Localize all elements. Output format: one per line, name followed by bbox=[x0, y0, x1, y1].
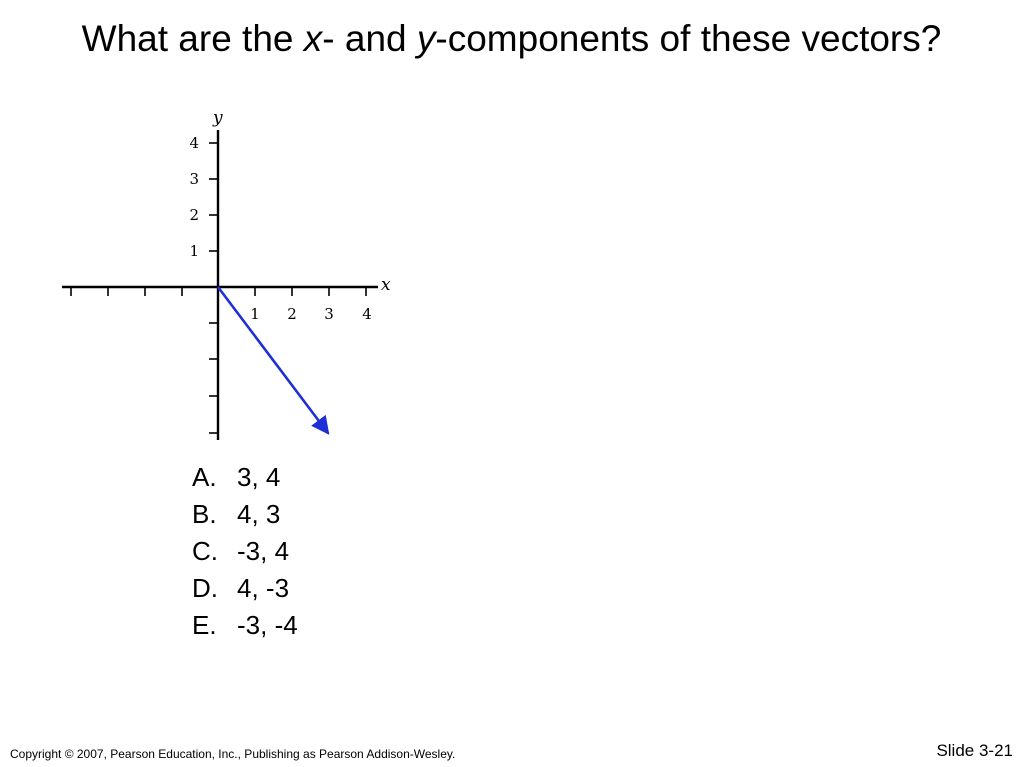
title-text-3: -components of these vectors? bbox=[435, 18, 942, 59]
choice-answer: -3, -4 bbox=[237, 610, 298, 640]
choice-d[interactable] bbox=[192, 570, 298, 607]
x-tick-label: 4 bbox=[362, 305, 372, 323]
choice-answer: 4, 3 bbox=[237, 499, 281, 529]
answer-choices bbox=[192, 459, 298, 644]
copyright-notice: Copyright © 2007, Pearson Education, Inc., Publishing as Pearson Addison-Wesley. bbox=[10, 747, 456, 761]
choice-letter: A. bbox=[192, 462, 217, 492]
title-text-2: - and bbox=[322, 18, 417, 59]
choice-answer: 3, 4 bbox=[237, 462, 281, 492]
slide-number: Slide 3-21 bbox=[936, 741, 1013, 760]
title-var-x: x bbox=[303, 18, 323, 59]
choice-c[interactable] bbox=[192, 533, 298, 570]
title-text-1: What are the bbox=[81, 18, 304, 59]
x-tick-label: 2 bbox=[287, 305, 297, 323]
choice-letter: B. bbox=[192, 499, 217, 529]
x-axis-label: x bbox=[381, 275, 391, 295]
choice-answer: -3, 4 bbox=[237, 536, 290, 566]
choice-answer: 4, -3 bbox=[237, 573, 290, 603]
y-axis-label: y bbox=[213, 108, 223, 128]
y-tick-label: 4 bbox=[189, 134, 199, 152]
x-tick-label: 1 bbox=[250, 305, 260, 323]
y-tick-labels bbox=[189, 134, 199, 260]
x-tick-label: 3 bbox=[324, 305, 334, 323]
y-tick-label: 3 bbox=[189, 170, 199, 188]
choice-letter: D. bbox=[192, 573, 218, 603]
choice-a[interactable] bbox=[192, 459, 298, 496]
y-tick-label: 2 bbox=[189, 206, 199, 224]
choice-b[interactable] bbox=[192, 496, 298, 533]
title-var-y: y bbox=[416, 18, 436, 59]
choice-e[interactable] bbox=[192, 607, 298, 644]
y-tick-label: 1 bbox=[189, 242, 199, 260]
x-tick-labels bbox=[250, 305, 372, 323]
choice-letter: C. bbox=[192, 536, 218, 566]
choice-letter: E. bbox=[192, 610, 217, 640]
vector-arrow bbox=[218, 287, 328, 433]
